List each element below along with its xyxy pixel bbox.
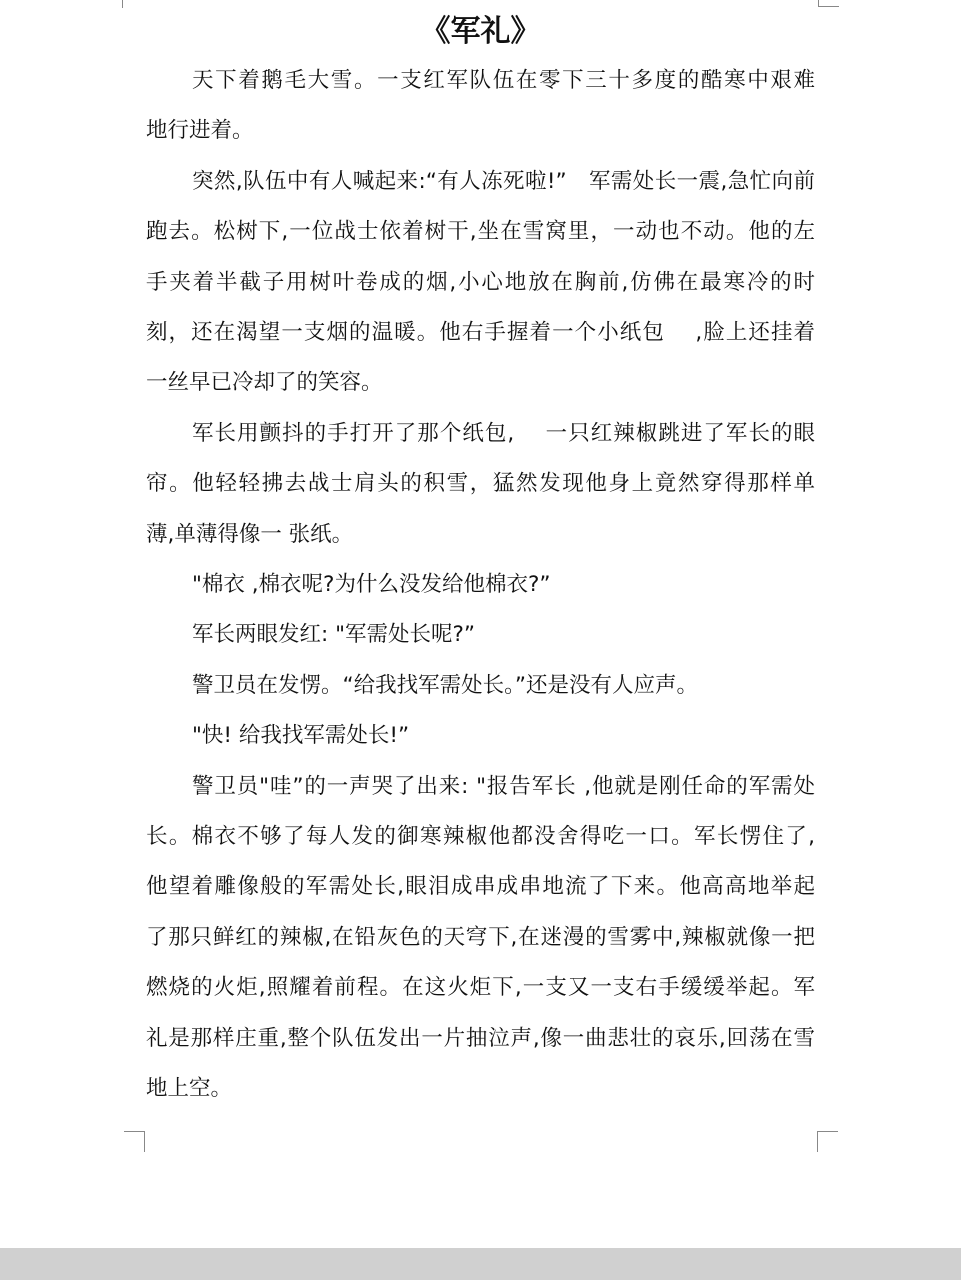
paragraph-line: 他望着雕像般的军需处长,眼泪成串成串地流了下来。他高高地举起 [146, 874, 815, 899]
document-title: 《军礼》 [420, 14, 541, 49]
paragraph-line: 刻，还在渴望一支烟的温暖。他右手握着一个小纸包 ,脸上还挂着 [146, 320, 815, 345]
paragraph-line: 薄,单薄得像一 张纸。 [146, 522, 354, 547]
paragraph-line: 地行进着。 [146, 118, 254, 143]
paragraph-line: 警卫员"哇”的一声哭了出来: "报告军长 ,他就是刚任命的军需处 [192, 774, 815, 799]
paragraph-line: 地上空。 [146, 1076, 233, 1101]
paragraph-line: 军长两眼发红: "军需处长呢?” [192, 622, 476, 647]
page-corner-mark [124, 1131, 145, 1152]
page-corner-mark [817, 1131, 838, 1152]
page-corner-mark [122, 0, 123, 8]
paragraph-line: 天下着鹅毛大雪。一支红军队伍在零下三十多度的酷寒中艰难 [192, 68, 815, 93]
paragraph-line: 手夹着半截子用树叶卷成的烟,小心地放在胸前,仿佛在最寒冷的时 [146, 270, 815, 295]
paragraph-line: "快! 给我找军需处长!” [192, 723, 410, 748]
paragraph-line: 帘。他轻轻拂去战士肩头的积雪，猛然发现他身上竟然穿得那样单 [146, 471, 815, 496]
paragraph-line: 军长用颤抖的手打开了那个纸包, 一只红辣椒跳进了军长的眼 [192, 421, 815, 446]
paragraph-line: 长。棉衣不够了每人发的御寒辣椒他都没舍得吃一口。军长愣住了, [146, 824, 815, 849]
paragraph-line: 了那只鲜红的辣椒,在铅灰色的天穹下,在迷漫的雪雾中,辣椒就像一把 [146, 925, 815, 950]
paragraph-line: 突然,队伍中有人喊起来:“有人冻死啦!” 军需处长一震,急忙向前 [192, 169, 815, 194]
bottom-bar [0, 1248, 961, 1280]
paragraph-line: 燃烧的火炬,照耀着前程。在这火炬下,一支又一支右手缓缓举起。军 [146, 975, 815, 1000]
paragraph-line: 警卫员在发愣。“给我找军需处长。”还是没有人应声。 [192, 673, 699, 698]
paragraph-line: 跑去。松树下,一位战士依着树干,坐在雪窝里，一动也不动。他的左 [146, 219, 815, 244]
paragraph-line: 礼是那样庄重,整个队伍发出一片抽泣声,像一曲悲壮的哀乐,回荡在雪 [146, 1026, 815, 1051]
page-corner-mark [818, 0, 839, 7]
paragraph-line: "棉衣 ,棉衣呢?为什么没发给他棉衣?” [192, 572, 551, 597]
paragraph-line: 一丝早已冷却了的笑容。 [146, 370, 383, 395]
